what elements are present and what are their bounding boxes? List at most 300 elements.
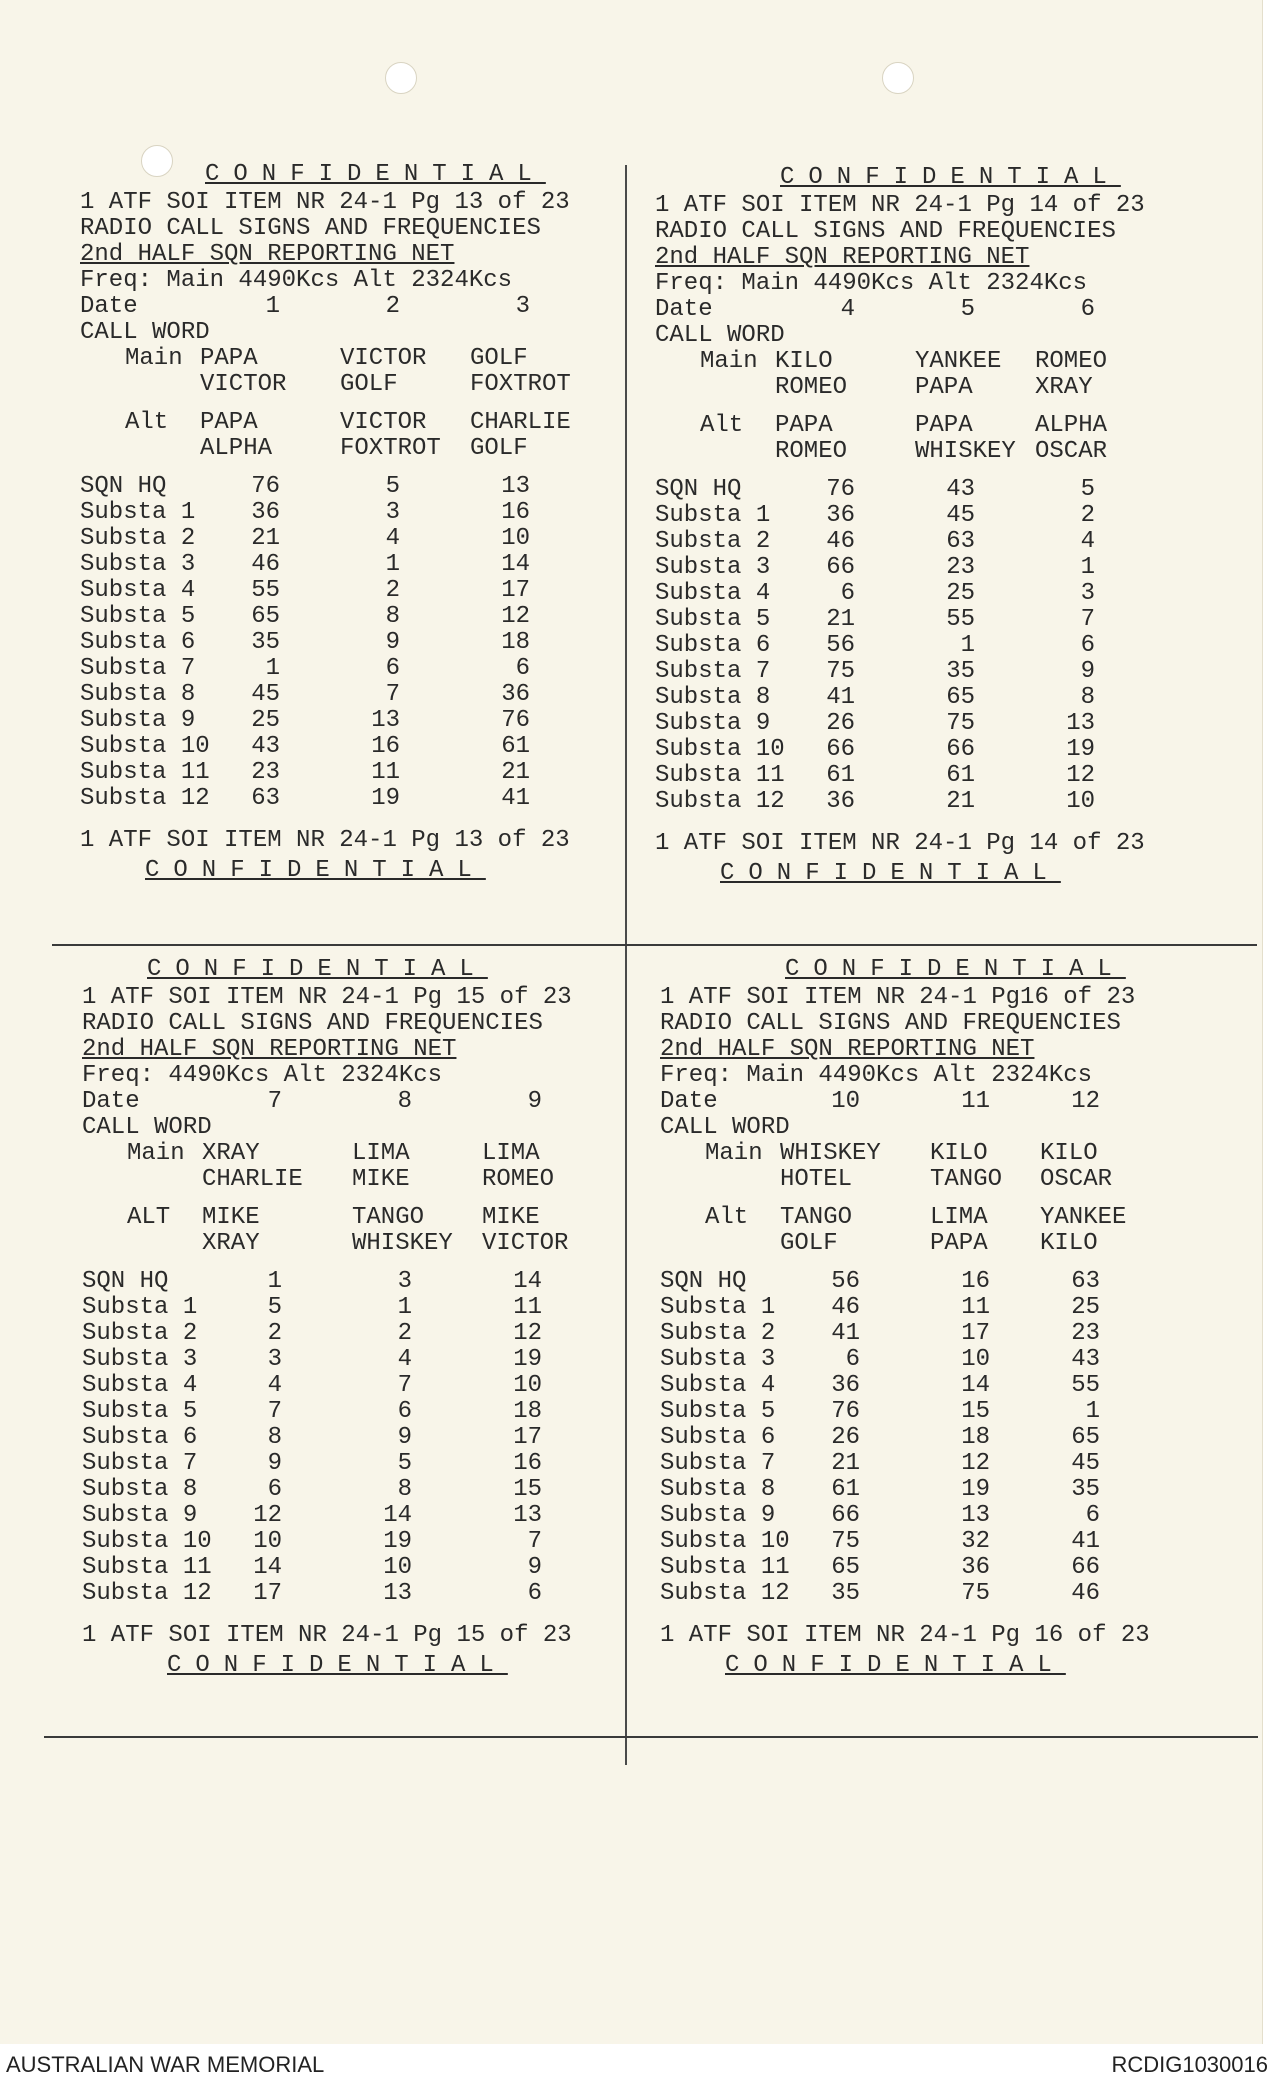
- station-label: Substa 5: [80, 603, 196, 630]
- channel-value: 61: [831, 1476, 860, 1503]
- station-label: Substa 11: [82, 1554, 212, 1581]
- station-label: Substa 8: [82, 1476, 198, 1503]
- footer-confidential: CONFIDENTIAL: [145, 857, 486, 884]
- channel-value: 61: [501, 733, 530, 760]
- station-label: Substa 5: [660, 1398, 776, 1425]
- station-row: [82, 1529, 642, 1555]
- channel-value: 9: [397, 1424, 412, 1451]
- channel-value: 41: [501, 785, 530, 812]
- station-row: [660, 1269, 1220, 1295]
- archive-footer: [0, 2044, 1278, 2082]
- channel-value: 63: [946, 528, 975, 555]
- station-row: [80, 500, 640, 526]
- channel-value: 46: [826, 528, 855, 555]
- channel-value: 66: [1071, 1554, 1100, 1581]
- channel-value: 14: [383, 1502, 412, 1529]
- channel-value: 11: [961, 1294, 990, 1321]
- main-call-word-row: [660, 1167, 1220, 1193]
- date-row: [80, 294, 640, 320]
- channel-value: 66: [831, 1502, 860, 1529]
- channel-value: 43: [946, 476, 975, 503]
- channel-value: 35: [831, 1580, 860, 1607]
- frequency-line: Freq: 4490Kcs Alt 2324Kcs: [82, 1062, 443, 1089]
- channel-value: 15: [961, 1398, 990, 1425]
- channel-value: 63: [1071, 1268, 1100, 1295]
- channel-value: 1: [1080, 554, 1095, 581]
- channel-value: 56: [831, 1268, 860, 1295]
- call-word-label: CALL WORD: [82, 1114, 212, 1141]
- main-call-word: PAPA: [200, 345, 258, 372]
- station-row: [80, 630, 640, 656]
- channel-value: 65: [946, 684, 975, 711]
- channel-value: 26: [826, 710, 855, 737]
- main-call-word: KILO: [930, 1140, 988, 1167]
- channel-value: 5: [397, 1450, 412, 1477]
- station-label: Substa 6: [80, 629, 196, 656]
- channel-value: 10: [513, 1372, 542, 1399]
- station-row: [82, 1321, 642, 1347]
- channel-value: 46: [251, 551, 280, 578]
- channel-value: 9: [385, 629, 400, 656]
- station-row: [82, 1269, 642, 1295]
- station-row: [660, 1373, 1220, 1399]
- channel-value: 75: [826, 658, 855, 685]
- footer-confidential: CONFIDENTIAL: [167, 1652, 508, 1679]
- alt-call-word-row: [655, 413, 1215, 439]
- alt-call-word: KILO: [1040, 1230, 1098, 1257]
- station-row: [82, 1295, 642, 1321]
- station-row: [660, 1477, 1220, 1503]
- channel-value: 18: [961, 1424, 990, 1451]
- station-label: Substa 2: [655, 528, 771, 555]
- station-row: [82, 1581, 642, 1607]
- footer-confidential: CONFIDENTIAL: [720, 860, 1061, 887]
- channel-value: 2: [267, 1320, 282, 1347]
- station-row: [655, 477, 1215, 503]
- station-row: [80, 656, 640, 682]
- channel-value: 4: [385, 525, 400, 552]
- channel-value: 16: [513, 1450, 542, 1477]
- footer-item-reference: 1 ATF SOI ITEM NR 24-1 Pg 16 of 23: [660, 1622, 1150, 1649]
- main-call-word: VICTOR: [340, 345, 427, 372]
- date-label: Date: [80, 293, 138, 320]
- channel-value: 6: [515, 655, 530, 682]
- main-call-word: MIKE: [352, 1166, 410, 1193]
- channel-value: 4: [397, 1346, 412, 1373]
- channel-value: 2: [385, 577, 400, 604]
- channel-value: 21: [826, 606, 855, 633]
- channel-value: 75: [831, 1528, 860, 1555]
- channel-value: 8: [267, 1424, 282, 1451]
- date-value: 8: [397, 1088, 412, 1115]
- frequency-line: Freq: Main 4490Kcs Alt 2324Kcs: [80, 267, 513, 294]
- station-row: [82, 1399, 642, 1425]
- station-row: [660, 1451, 1220, 1477]
- channel-value: 6: [385, 655, 400, 682]
- channel-value: 63: [251, 785, 280, 812]
- station-row: [80, 604, 640, 630]
- alt-call-word-row: [80, 410, 640, 436]
- station-label: Substa 10: [80, 733, 210, 760]
- date-value: 2: [385, 293, 400, 320]
- footer-item-reference: 1 ATF SOI ITEM NR 24-1 Pg 13 of 23: [80, 827, 570, 854]
- confidential-heading: CONFIDENTIAL: [147, 956, 488, 983]
- station-label: Substa 4: [82, 1372, 198, 1399]
- channel-value: 25: [251, 707, 280, 734]
- channel-value: 1: [960, 632, 975, 659]
- main-call-word: VICTOR: [200, 371, 287, 398]
- station-row: [660, 1295, 1220, 1321]
- alt-call-word: PAPA: [200, 409, 258, 436]
- station-row: [655, 711, 1215, 737]
- channel-value: 43: [251, 733, 280, 760]
- alt-call-word: CHARLIE: [470, 409, 571, 436]
- channel-value: 3: [397, 1268, 412, 1295]
- date-value: 5: [960, 296, 975, 323]
- document-title: RADIO CALL SIGNS AND FREQUENCIES: [82, 1010, 543, 1037]
- channel-value: 66: [826, 736, 855, 763]
- channel-value: 36: [961, 1554, 990, 1581]
- station-label: Substa 10: [82, 1528, 212, 1555]
- station-row: [660, 1503, 1220, 1529]
- channel-value: 14: [961, 1372, 990, 1399]
- page-section-3: [82, 955, 642, 1681]
- station-row: [82, 1503, 642, 1529]
- station-label: Substa 11: [655, 762, 785, 789]
- channel-value: 35: [251, 629, 280, 656]
- station-row: [82, 1451, 642, 1477]
- station-row: [80, 708, 640, 734]
- date-value: 9: [527, 1088, 542, 1115]
- channel-value: 17: [513, 1424, 542, 1451]
- channel-value: 26: [831, 1424, 860, 1451]
- channel-value: 32: [961, 1528, 990, 1555]
- channel-value: 12: [961, 1450, 990, 1477]
- channel-value: 14: [501, 551, 530, 578]
- channel-value: 19: [961, 1476, 990, 1503]
- channel-value: 10: [501, 525, 530, 552]
- station-row: [655, 737, 1215, 763]
- confidential-heading: CONFIDENTIAL: [780, 164, 1121, 191]
- channel-value: 23: [946, 554, 975, 581]
- channel-value: 6: [527, 1580, 542, 1607]
- station-row: [80, 552, 640, 578]
- alt-call-word: LIMA: [930, 1204, 988, 1231]
- main-call-word: PAPA: [915, 374, 973, 401]
- station-label: SQN HQ: [660, 1268, 747, 1295]
- channel-value: 12: [501, 603, 530, 630]
- station-label: Substa 3: [660, 1346, 776, 1373]
- station-row: [660, 1529, 1220, 1555]
- main-call-word: WHISKEY: [780, 1140, 881, 1167]
- channel-value: 7: [397, 1372, 412, 1399]
- station-row: [80, 760, 640, 786]
- channel-value: 12: [513, 1320, 542, 1347]
- main-call-word-row: [82, 1141, 642, 1167]
- channel-value: 11: [513, 1294, 542, 1321]
- date-label: Date: [655, 296, 713, 323]
- channel-value: 13: [501, 473, 530, 500]
- channel-value: 3: [1080, 580, 1095, 607]
- alt-call-word: WHISKEY: [915, 438, 1016, 465]
- channel-value: 7: [527, 1528, 542, 1555]
- date-row: [655, 297, 1215, 323]
- channel-value: 56: [826, 632, 855, 659]
- station-row: [655, 529, 1215, 555]
- channel-value: 1: [385, 551, 400, 578]
- channel-value: 8: [385, 603, 400, 630]
- station-row: [655, 659, 1215, 685]
- alt-call-word: MIKE: [202, 1204, 260, 1231]
- station-row: [82, 1425, 642, 1451]
- station-label: Substa 8: [655, 684, 771, 711]
- alt-call-word: WHISKEY: [352, 1230, 453, 1257]
- station-label: Substa 6: [655, 632, 771, 659]
- channel-value: 61: [826, 762, 855, 789]
- main-call-word: KILO: [775, 348, 833, 375]
- station-row: [82, 1373, 642, 1399]
- item-reference: 1 ATF SOI ITEM NR 24-1 Pg 14 of 23: [655, 192, 1145, 219]
- station-label: Substa 2: [82, 1320, 198, 1347]
- station-label: Substa 10: [660, 1528, 790, 1555]
- channel-value: 19: [371, 785, 400, 812]
- channel-value: 13: [1066, 710, 1095, 737]
- footer-item-reference: 1 ATF SOI ITEM NR 24-1 Pg 14 of 23: [655, 830, 1145, 857]
- channel-value: 43: [1071, 1346, 1100, 1373]
- alt-call-word: PAPA: [930, 1230, 988, 1257]
- date-row: [82, 1089, 642, 1115]
- station-row: [655, 503, 1215, 529]
- channel-value: 5: [267, 1294, 282, 1321]
- channel-value: 12: [253, 1502, 282, 1529]
- main-call-word-row: [82, 1167, 642, 1193]
- station-label: Substa 4: [655, 580, 771, 607]
- net-name: 2nd HALF SQN REPORTING NET: [82, 1036, 457, 1063]
- alt-label: Alt: [125, 409, 169, 436]
- station-row: [660, 1399, 1220, 1425]
- channel-value: 13: [383, 1580, 412, 1607]
- channel-value: 36: [826, 788, 855, 815]
- item-reference: 1 ATF SOI ITEM NR 24-1 Pg16 of 23: [660, 984, 1136, 1011]
- channel-value: 36: [501, 681, 530, 708]
- channel-value: 12: [1066, 762, 1095, 789]
- channel-value: 2: [1080, 502, 1095, 529]
- channel-value: 76: [831, 1398, 860, 1425]
- alt-call-word-row: [660, 1231, 1220, 1257]
- channel-value: 10: [961, 1346, 990, 1373]
- channel-value: 76: [251, 473, 280, 500]
- channel-value: 46: [831, 1294, 860, 1321]
- channel-value: 1: [397, 1294, 412, 1321]
- station-row: [655, 633, 1215, 659]
- main-label: Main: [127, 1140, 185, 1167]
- alt-call-word: XRAY: [202, 1230, 260, 1257]
- alt-call-word: PAPA: [775, 412, 833, 439]
- alt-call-word-row: [82, 1231, 642, 1257]
- channel-value: 45: [946, 502, 975, 529]
- channel-value: 76: [826, 476, 855, 503]
- station-label: Substa 1: [655, 502, 771, 529]
- channel-value: 9: [267, 1450, 282, 1477]
- station-label: Substa 1: [82, 1294, 198, 1321]
- channel-value: 17: [253, 1580, 282, 1607]
- station-row: [655, 685, 1215, 711]
- alt-call-word: MIKE: [482, 1204, 540, 1231]
- document-title: RADIO CALL SIGNS AND FREQUENCIES: [660, 1010, 1121, 1037]
- channel-value: 9: [527, 1554, 542, 1581]
- station-row: [82, 1555, 642, 1581]
- station-label: SQN HQ: [82, 1268, 169, 1295]
- station-label: Substa 4: [80, 577, 196, 604]
- channel-value: 3: [267, 1346, 282, 1373]
- alt-call-word: VICTOR: [482, 1230, 569, 1257]
- alt-call-word: TANGO: [352, 1204, 425, 1231]
- channel-value: 9: [1080, 658, 1095, 685]
- channel-value: 14: [253, 1554, 282, 1581]
- channel-value: 25: [1071, 1294, 1100, 1321]
- station-label: Substa 7: [660, 1450, 776, 1477]
- station-row: [660, 1347, 1220, 1373]
- main-call-word: LIMA: [352, 1140, 410, 1167]
- main-call-word: ROMEO: [1035, 348, 1108, 375]
- station-label: Substa 1: [660, 1294, 776, 1321]
- station-label: Substa 12: [655, 788, 785, 815]
- channel-value: 6: [267, 1476, 282, 1503]
- channel-value: 16: [371, 733, 400, 760]
- call-word-label: CALL WORD: [660, 1114, 790, 1141]
- station-row: [655, 555, 1215, 581]
- channel-value: 6: [397, 1398, 412, 1425]
- station-row: [82, 1347, 642, 1373]
- main-call-word: GOLF: [340, 371, 398, 398]
- station-label: Substa 8: [660, 1476, 776, 1503]
- station-label: Substa 9: [655, 710, 771, 737]
- station-row: [80, 786, 640, 812]
- channel-value: 46: [1071, 1580, 1100, 1607]
- channel-value: 36: [251, 499, 280, 526]
- channel-value: 19: [513, 1346, 542, 1373]
- call-word-label: CALL WORD: [655, 322, 785, 349]
- main-call-word: XRAY: [1035, 374, 1093, 401]
- archive-name: AUSTRALIAN WAR MEMORIAL: [6, 2052, 325, 2077]
- station-label: Substa 2: [660, 1320, 776, 1347]
- channel-value: 10: [1066, 788, 1095, 815]
- channel-value: 23: [251, 759, 280, 786]
- channel-value: 6: [840, 580, 855, 607]
- alt-label: Alt: [705, 1204, 749, 1231]
- date-value: 4: [840, 296, 855, 323]
- channel-value: 15: [513, 1476, 542, 1503]
- channel-value: 14: [513, 1268, 542, 1295]
- channel-value: 16: [961, 1268, 990, 1295]
- footer-item-reference: 1 ATF SOI ITEM NR 24-1 Pg 15 of 23: [82, 1622, 572, 1649]
- station-row: [82, 1477, 642, 1503]
- station-label: Substa 2: [80, 525, 196, 552]
- station-label: Substa 7: [82, 1450, 198, 1477]
- channel-value: 17: [501, 577, 530, 604]
- channel-value: 4: [1080, 528, 1095, 555]
- main-call-word: FOXTROT: [470, 371, 571, 398]
- channel-value: 6: [845, 1346, 860, 1373]
- channel-value: 10: [383, 1554, 412, 1581]
- station-label: Substa 8: [80, 681, 196, 708]
- station-label: Substa 3: [82, 1346, 198, 1373]
- channel-value: 7: [267, 1398, 282, 1425]
- station-row: [80, 526, 640, 552]
- station-label: Substa 9: [82, 1502, 198, 1529]
- date-value: 10: [831, 1088, 860, 1115]
- alt-call-word-row: [80, 436, 640, 462]
- station-label: Substa 3: [80, 551, 196, 578]
- station-row: [80, 578, 640, 604]
- station-row: [655, 763, 1215, 789]
- channel-value: 10: [253, 1528, 282, 1555]
- channel-value: 21: [251, 525, 280, 552]
- station-label: Substa 12: [660, 1580, 790, 1607]
- station-label: SQN HQ: [655, 476, 742, 503]
- frequency-line: Freq: Main 4490Kcs Alt 2324Kcs: [660, 1062, 1093, 1089]
- main-call-word-row: [80, 372, 640, 398]
- channel-value: 21: [501, 759, 530, 786]
- station-row: [660, 1425, 1220, 1451]
- channel-value: 66: [946, 736, 975, 763]
- main-label: Main: [705, 1140, 763, 1167]
- channel-value: 55: [1071, 1372, 1100, 1399]
- date-value: 11: [961, 1088, 990, 1115]
- page-section-2: [655, 163, 1215, 889]
- main-call-word: ROMEO: [775, 374, 848, 401]
- alt-label: Alt: [700, 412, 744, 439]
- channel-value: 75: [946, 710, 975, 737]
- station-label: SQN HQ: [80, 473, 167, 500]
- channel-value: 55: [251, 577, 280, 604]
- main-call-word: TANGO: [930, 1166, 1003, 1193]
- alt-call-word: GOLF: [780, 1230, 838, 1257]
- date-row: [660, 1089, 1220, 1115]
- alt-call-word: ALPHA: [1035, 412, 1108, 439]
- channel-value: 5: [385, 473, 400, 500]
- station-label: Substa 7: [655, 658, 771, 685]
- channel-value: 76: [501, 707, 530, 734]
- station-row: [80, 734, 640, 760]
- main-call-word: YANKEE: [915, 348, 1002, 375]
- channel-value: 7: [1080, 606, 1095, 633]
- net-name: 2nd HALF SQN REPORTING NET: [655, 244, 1030, 271]
- call-word-label: CALL WORD: [80, 319, 210, 346]
- channel-value: 65: [1071, 1424, 1100, 1451]
- date-value: 1: [265, 293, 280, 320]
- channel-value: 36: [826, 502, 855, 529]
- channel-value: 18: [501, 629, 530, 656]
- horizontal-divider: [52, 944, 1257, 946]
- station-label: Substa 5: [82, 1398, 198, 1425]
- station-label: Substa 12: [82, 1580, 212, 1607]
- station-label: Substa 5: [655, 606, 771, 633]
- channel-value: 8: [397, 1476, 412, 1503]
- main-call-word: XRAY: [202, 1140, 260, 1167]
- page-section-4: [660, 955, 1220, 1681]
- station-label: Substa 3: [655, 554, 771, 581]
- channel-value: 41: [1071, 1528, 1100, 1555]
- channel-value: 75: [961, 1580, 990, 1607]
- net-name: 2nd HALF SQN REPORTING NET: [660, 1036, 1035, 1063]
- station-label: Substa 11: [660, 1554, 790, 1581]
- channel-value: 1: [1085, 1398, 1100, 1425]
- channel-value: 19: [1066, 736, 1095, 763]
- document-title: RADIO CALL SIGNS AND FREQUENCIES: [655, 218, 1116, 245]
- station-label: Substa 7: [80, 655, 196, 682]
- alt-call-word-row: [82, 1205, 642, 1231]
